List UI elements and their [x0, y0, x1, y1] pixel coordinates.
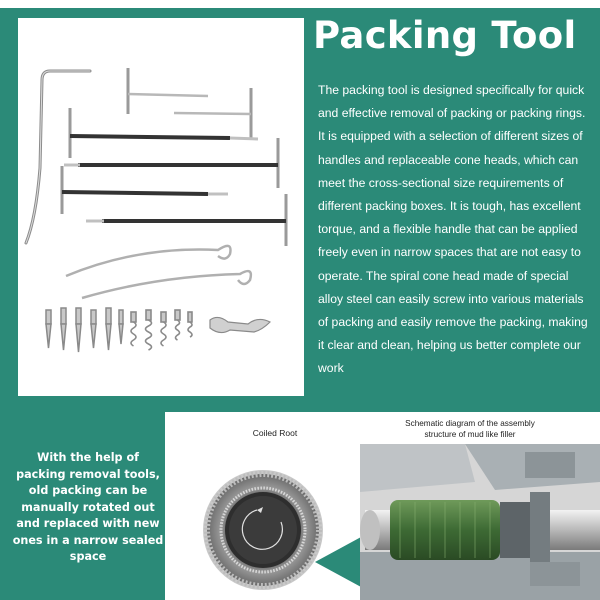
- page-title: Packing Tool: [313, 14, 577, 57]
- assembly-figure-panel: [165, 412, 600, 600]
- assembly-schematic: [360, 444, 600, 600]
- schematic-label: [365, 418, 575, 440]
- product-description: The packing tool is designed specifically for quick and effective removal of packing or packing rings. It is equipped with a selection of different sizes of handles and replaceable cone heads, which can meet the cross-sectional size requirements of different packing boxes. It is tough, has excellent torque, and a flexible handle that can be applied freely even in narrow spaces that are not easy to operate. The spiral cone head made of special alloy steel can easily screw into various materials of packing and easily remove the packing, making it clear and clean, helping us better complete our work: [318, 83, 588, 376]
- coiled-root-label: Coiled Root: [252, 428, 298, 438]
- usage-caption: With the help of packing removal tools, old packing can be manually rotated out and replaced with new ones in a narrow sealed space: [12, 451, 164, 563]
- schematic-label-line2: structure of mud like filler: [424, 430, 516, 439]
- coiled-root-ring: [203, 470, 323, 590]
- tools-photo-panel: [18, 18, 304, 396]
- top-strip: [0, 0, 600, 8]
- packing-tool-set-illustration: [18, 18, 304, 396]
- schematic-label-line1: Schematic diagram of the assembly: [405, 419, 535, 428]
- packing-assembly-diagram: [165, 412, 600, 600]
